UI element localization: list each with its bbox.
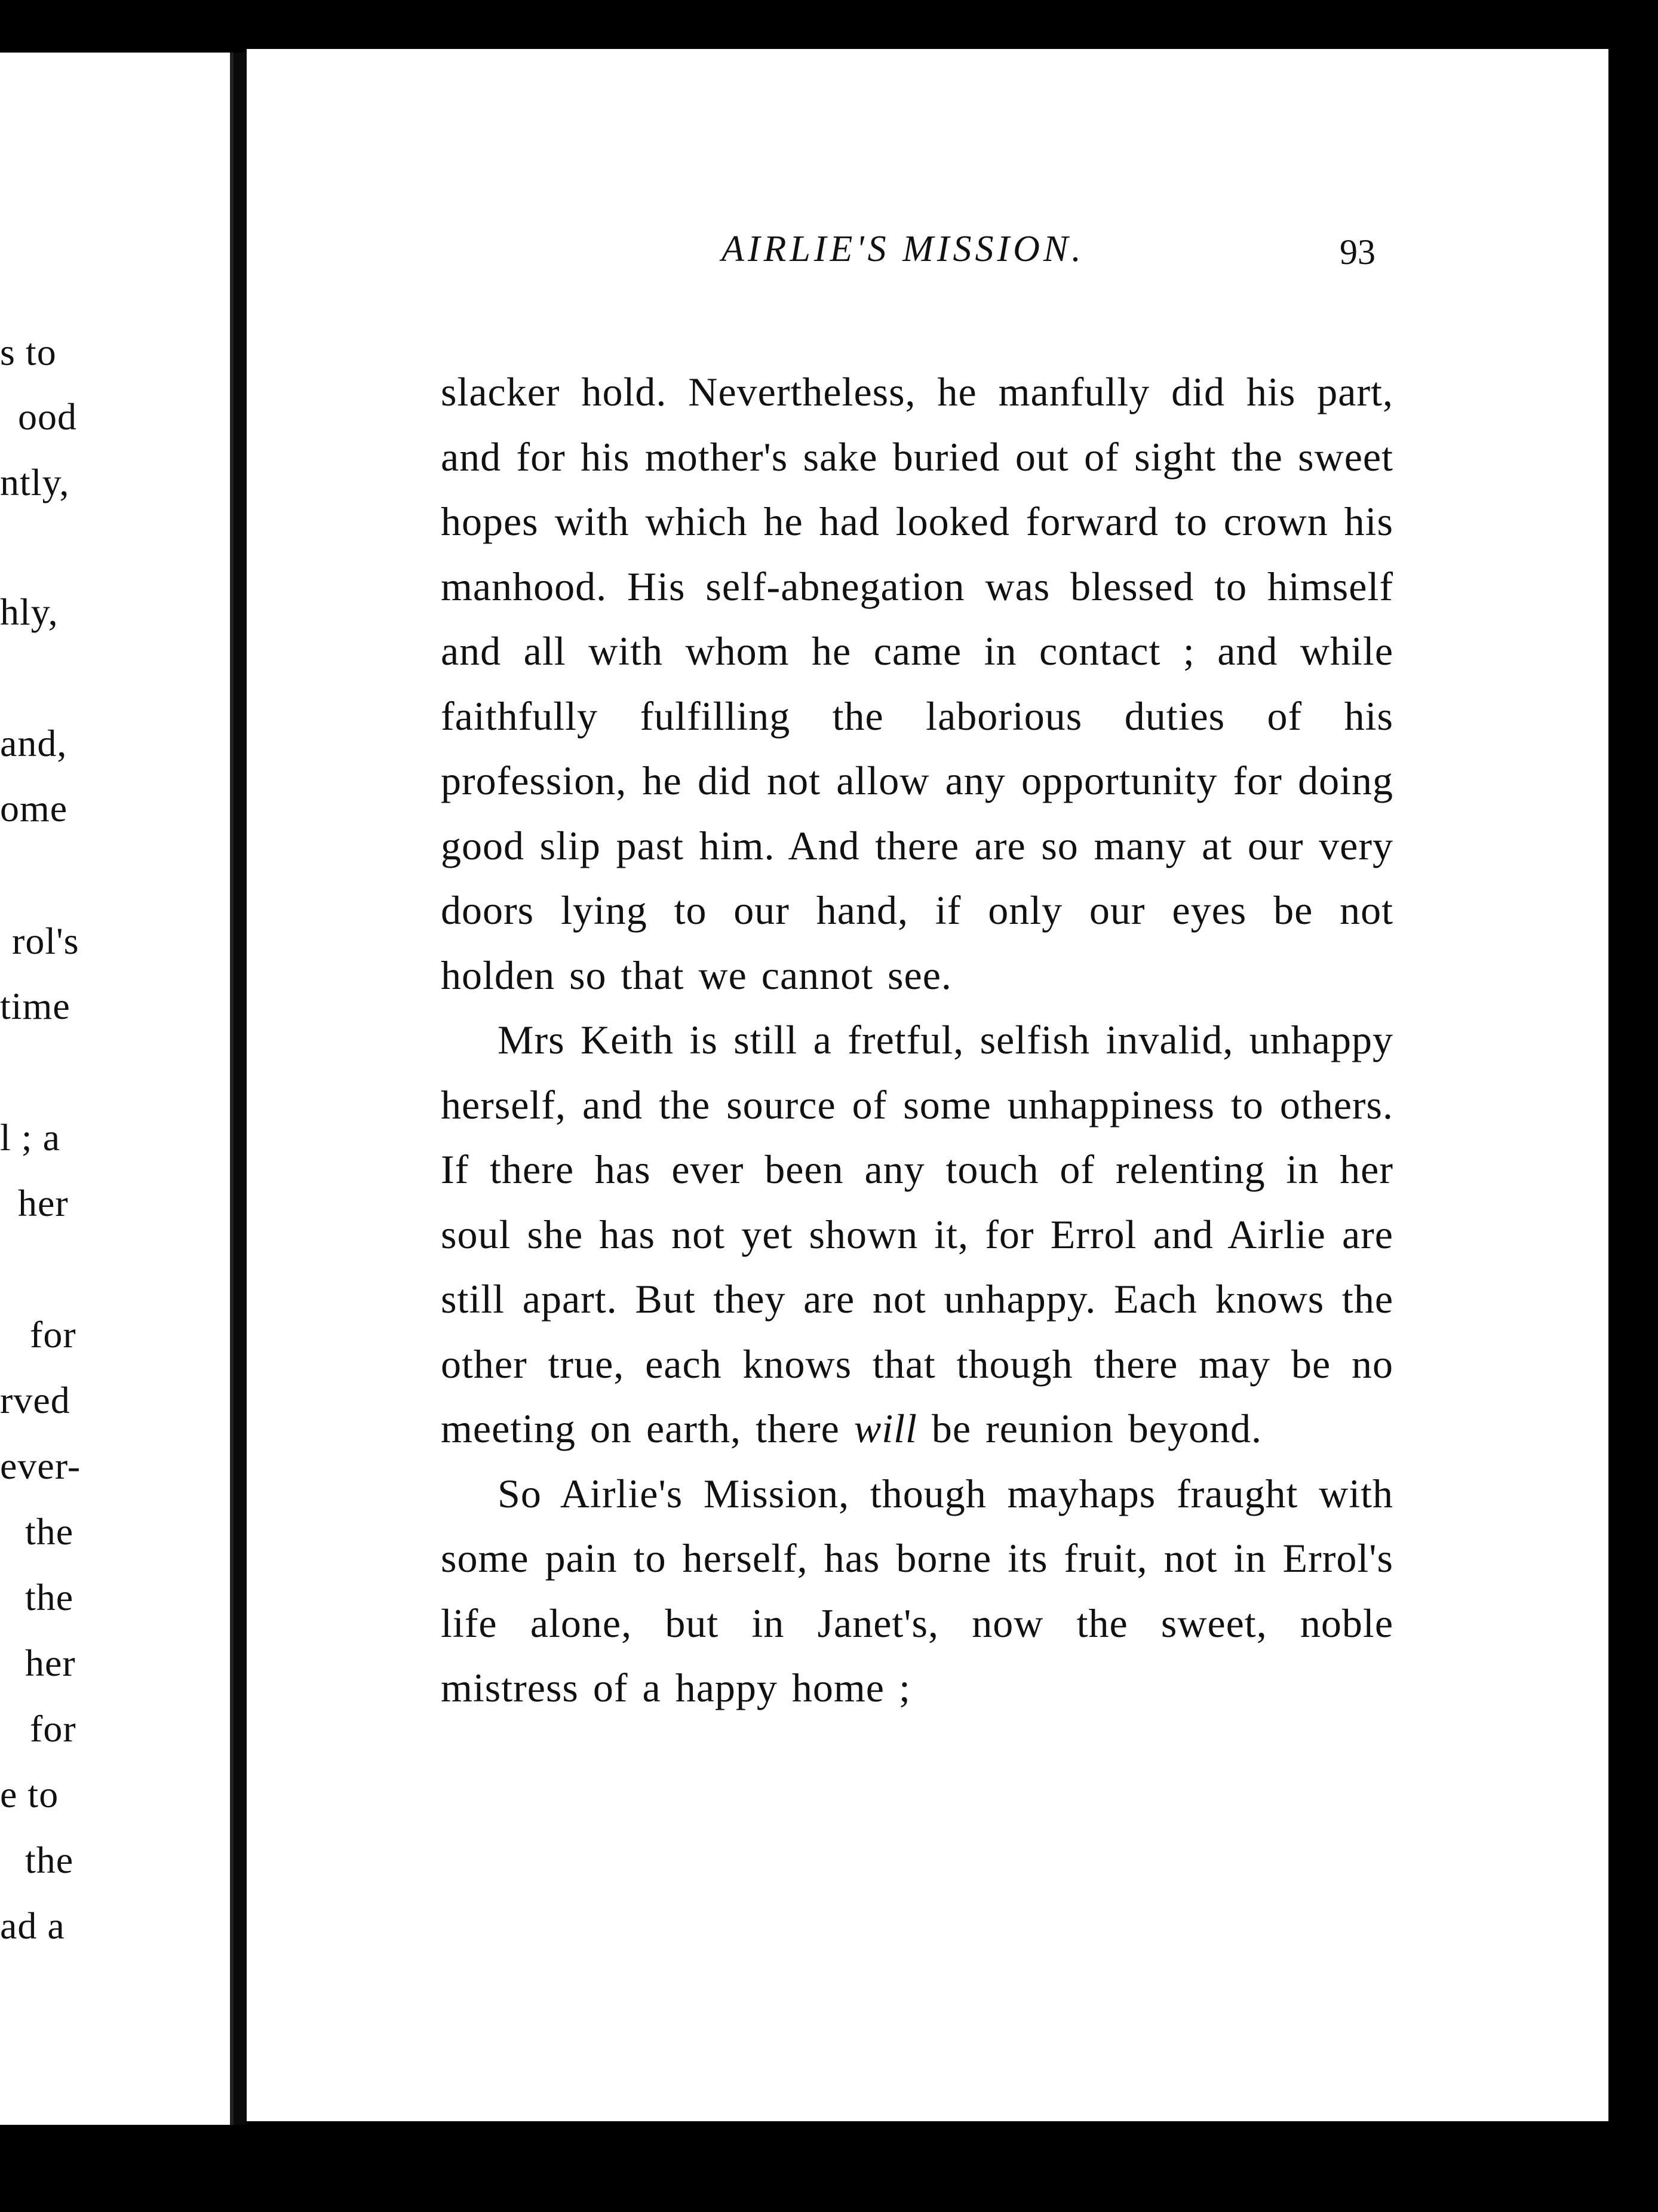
left-line-fragment: the (25, 1839, 74, 1881)
running-title: AIRLIE'S MISSION. (721, 229, 1085, 269)
right-page (247, 49, 1608, 2121)
book-gutter (234, 53, 247, 2125)
left-line-fragment: s to (0, 331, 57, 373)
left-line-fragment: ood (18, 395, 77, 438)
body-text (441, 360, 1393, 1721)
paragraph-text: be reunion beyond. (917, 1406, 1262, 1451)
left-line-fragment: the (25, 1576, 74, 1618)
left-line-fragment: hly, (0, 591, 59, 633)
left-line-fragment: e to (0, 1773, 59, 1815)
left-line-fragment: time (0, 985, 70, 1027)
left-line-fragment: for (30, 1707, 76, 1750)
left-line-fragment: and, (0, 722, 67, 764)
left-line-fragment: ntly, (0, 461, 70, 503)
left-line-fragment: ad a (0, 1904, 65, 1947)
left-line-fragment: for (30, 1313, 76, 1356)
running-head (247, 228, 1608, 276)
page-number: 93 (1340, 232, 1375, 272)
left-line-fragment: her (25, 1642, 76, 1684)
paragraph: So Airlie's Mission, though mayhaps fraught with some pain to herself, has borne its fruit, not in Errol's life alone, but in Janet's, now the sweet, noble mistress of a happy home ; (441, 1470, 1393, 1710)
left-line-fragment: ever- (0, 1445, 81, 1487)
left-line-fragment: the (25, 1510, 74, 1553)
paragraph: slacker hold. Nevertheless, he manfully did his part, and for his mother's sake buried out of sight the sweet hopes with which he had looked forward to crown his manhood. His self-abnegation was blessed to himself and all with whom he came in contact ; and while faithfully fulfilling the laborious duties of his profession, he did not allow any opportunity for doing good slip past him. And there are so many at our very doors lying to our hand, if only our eyes be not holden so that we cannot see. (441, 369, 1393, 998)
left-line-fragment: rved (0, 1379, 70, 1421)
left-facing-page (0, 53, 234, 2125)
left-line-fragment: l ; a (0, 1116, 60, 1159)
left-line-fragment: rol's (12, 920, 79, 962)
italic-emphasis: will (853, 1406, 917, 1451)
paragraph-text: Mrs Keith is still a fretful, selfish invalid, unhappy herself, and the source of some unhappiness to others. If there has ever been any touch of relenting in her soul she has not yet shown it, for Errol and Airlie are still apart. But they are not unhappy. Each knows the other true, each knows that though there may be no meeting on earth, there (441, 1017, 1393, 1451)
paragraph (441, 1007, 1393, 1461)
left-line-fragment: her (18, 1182, 69, 1224)
left-line-fragment: ome (0, 787, 68, 830)
